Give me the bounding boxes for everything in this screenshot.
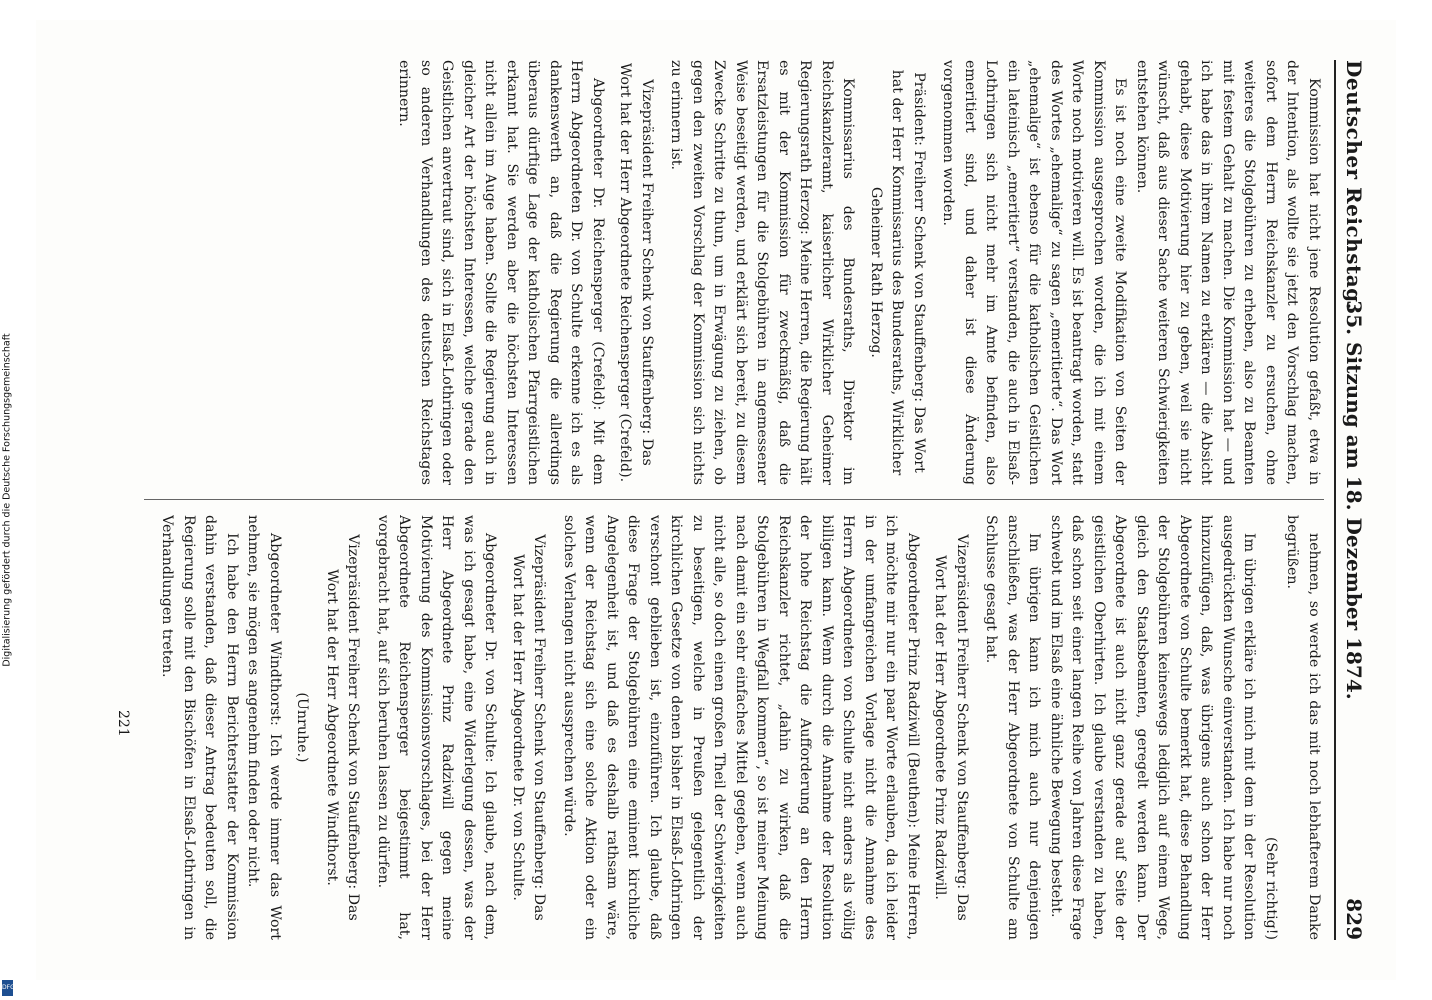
dfg-logo-icon: DFG (2, 980, 13, 996)
publication-title: Deutscher Reichstag. (1342, 60, 1366, 311)
speaker-heading: Präsident: Freiherr Schenk von Stauffenberg: Das Wort hat der Herr Kommissarius des Bundesraths, Wirklicher Geheimer Rath Herzog. (868, 69, 927, 476)
paragraph: Abgeordneter Dr. Reichensperger (Crefeld): Mit dem Herrn Abgeordneten Dr. von Schulte erkenne ich es als dankenswerth an, daß die Regierung die allerdings überaus dürftige Lage der katholischen Pfarrgeistlichen erkannt hat. Sie werden aber die höchsten Interessen nicht allein im Auge haben. Sollte die Regierung auch in gleicher Art der höchsten Interessen, welche gerade den Geistlichen anvertraut sind, sich in Elsaß-Lothringen oder so anderen Verhandlungen des deutschen Reichstages erinnern. (396, 60, 606, 485)
paragraph: Abgeordneter Prinz Radziwill (Beuthen): Meine Herren, ich möchte mir nur ein paar Worte erlauben, da ich leider in der umfangreichen Vorlage nicht die Annahme des Herrn Abgeordneten von Schulte nicht anders als völlig billigen kann. Wenn durch die Annahme der Resolution der hohe Reichstag die Aufforderung an den Herrn Reichskanzler richtet, „dahin zu wirken, daß die Stolgebühren in Wegfall kommen“, so ist meiner Meinung nach damit ein sehr einfaches Mittel gegeben, wenn auch nicht alle, so doch einen großen Theil der Schwierigkeiten zu beseitigen, welche in Preußen gelegentlich der kirchlichen Gesetze von denen bisher in Elsaß-Lothringen verschont geblieben ist, einzuführen. Ich glaube, daß diese Frage der Stolgebühren eine eminent kirchliche Angelegenheit ist, und daß es deshalb rathsam wäre, wenn der Reichstag sich eine solche Aktion oder ein solches Verlangen nicht aussprechen würde. (561, 515, 921, 940)
digitization-sidebar (0, 0, 14, 1000)
paragraph: Ich habe den Herrn Berichterstatter der Kommission dahin verstanden, daß dieser Antrag bedeuten soll, die Regierung solle mit den Bischöfen in Elsaß-Lothringen in Verhandlungen treten. (159, 515, 240, 940)
scanned-page (36, 20, 1396, 980)
page-header (1334, 60, 1376, 940)
funding-note: Digitalisierung gefördert durch die Deutsche Forschungsgemeinschaft (1, 333, 13, 667)
column-divider (144, 499, 1324, 500)
right-column (144, 515, 1324, 940)
speaker-heading: Vizepräsident Freiherr Schenk von Stauffenberg: Das Wort hat der Herr Abgeordnete Dr. von Schulte. (510, 534, 548, 921)
speaker-heading: Vizepräsident Freiherr Schenk von Stauffenberg: Das Wort hat der Herr Abgeordnete Prinz Radziwill. (932, 534, 970, 921)
left-column (144, 60, 1324, 485)
paragraph: nehmen, so werde ich das mit noch lebhafterem Danke begrüßen. (1284, 515, 1322, 940)
paragraph: Es ist noch eine zweite Modifikation von Seiten der Kommission ausgesprochen worden, die ich mit einem Worte noch motivieren will. Es ist beantragt worden, statt des Wortes „ehemalige“ zu sagen „emeritierte“. Das Wort „ehemalige“ ist ebenso für die katholischen Geistlichen ein lateinisch „emeritiert“ verstanden, die auch in Elsaß-Lothringen sich nicht mehr im Amte befinden, also emeritiert sind, und daher ist diese Änderung vorgenommen worden. (940, 60, 1129, 485)
paragraph: Abgeordneter Windthorst: Ich werde immer das Wort nehmen, sie mögen es angenehm finden oder nicht. (245, 515, 283, 940)
paragraph: Im übrigen erkläre ich mich mit dem in der Resolution ausgedrückten Wunsche einverstanden. Ich habe nur noch hinzuzufügen, daß, was übrigens auch schon der Herr Abgeordnete von Schulte bemerkt hat, diese Behandlung der Stolgebühren keineswegs lediglich auf einem Wege, gleich den Staatsbeamten, geregelt werden kann. Der Abgeordnete ist auch nicht ganz gerade auf Seite der geistlichen Oberhirten. Ich glaube verstanden zu haben, daß schon seit einer langen Reihe von Jahren diese Frage schwebt und im Elsaß eine ähnliche Bewegung besteht. (1048, 515, 1258, 940)
session-title: 35. Sitzung am 18. Dezember 1874. (1342, 300, 1366, 700)
speaker-heading: Vizepräsident Freiherr Schenk von Stauffenberg: Das Wort hat der Herr Abgeordnete Windthorst. (324, 534, 362, 921)
paragraph: Im übrigen kann ich mich auch nur denjenigen anschließen, was der Herr Abgeordnete von Schulte am Schlusse gesagt hat. (983, 515, 1043, 940)
page-number: 829 (1342, 898, 1366, 940)
paragraph: Abgeordneter Dr. von Schulte: Ich glaube, nach dem, was ich gesagt habe, eine Widerlegung dessen, was der Herr Abgeordnete Prinz Radziwill gegen meine Motivierung des Kommissionsvorschlages, bei der Herr Abgeordnete Reichensperger beigestimmt hat, vorgebracht hat, auf sich beruhen lassen zu dürfen. (375, 515, 499, 940)
interjection: (Unruhe.) (294, 692, 311, 763)
speaker-heading: Vizepräsident Freiherr Schenk von Stauffenberg: Das Wort hat der Herr Abgeordnete Reichensperger (Crefeld). (617, 62, 655, 483)
footer-page-number: 221 (115, 710, 131, 737)
paragraph: Kommissarius des Bundesraths, Direktor im Reichskanzleramt, kaiserlicher Wirklicher Geheimer Regierungsrath Herzog: Meine Herren, die Regierung hält es mit der Kommission für zweckmäßig, daß die Ersatzleistungen für die Stolgebühren in angemessener Weise beseitigt werden, und erklärt sich bereit, zu diesem Zwecke Schritte zu thun, um in Erwägung zu ziehen, ob gegen den zweiten Vorschlag der Kommission sich nichts zu erinnern ist. (668, 60, 857, 485)
interjection: (Sehr richtig!) (1263, 836, 1279, 940)
paragraph: Kommission hat nicht jene Resolution gefaßt, etwa in der Intention, als wollte sie jetzt den Vorschlag machen, sofort dem Herrn Reichskanzler zu ersuchen, ohne weiteres die Stolgebühren zu erheben, also zu Beamten mit festem Gehalt zu machen. Die Kommission hat — und ich habe das in ihrem Namen zu erklären — die Absicht gehabt, diese Motivierung hier zu geben, weil sie nicht wünscht, daß aus dieser Sache weiteren Schwierigkeiten entstehen können. (1134, 60, 1322, 485)
